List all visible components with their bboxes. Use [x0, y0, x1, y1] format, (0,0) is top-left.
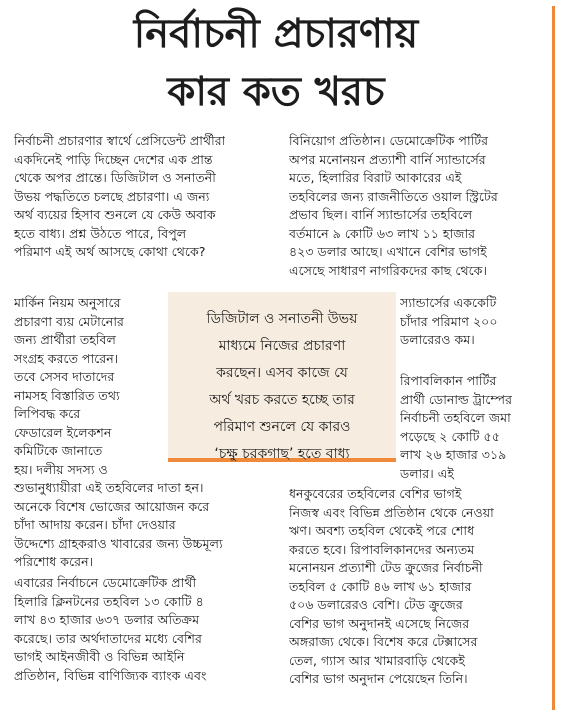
accent-rule [552, 6, 555, 710]
text-line: নামসহ বিস্তারিত তথ্য [14, 387, 120, 403]
text-line: ধনকুবেরের তহবিলের বেশির ভাগই [289, 486, 462, 501]
column2-block4 [289, 485, 494, 689]
text-line: লাখ ৪৩ হাজার ৬৩৭ ডলার অতিক্রম [14, 612, 200, 627]
pull-quote-box [168, 292, 396, 462]
text-line: মার্কিন নিয়ম অনুসারে [14, 295, 121, 310]
text-line: চাঁদা আদায় করেন। চাঁদা দেওয়ার [14, 517, 176, 532]
column1-block3 [14, 574, 206, 685]
text-line: হিলারি ক্লিনটনের তহবিল ১৩ কোটি ৪ [14, 593, 204, 609]
text-line: তবে সেসব দাতাদের [14, 369, 115, 384]
text-line: ডলার। এই [400, 465, 454, 481]
text-line: অঙ্গরাজ্য থেকে। বিশেষ করে টেক্সাসের [289, 634, 478, 649]
text-line: অনেকে বিশেষ ভোজের আয়োজন করে [14, 498, 210, 514]
text-line: বর্তমানে ৯ কোটি ৬৩ লাখ ১১ হাজার [289, 225, 476, 241]
text-line: ভাগই আইনজীবী ও বিভিন্ন আইনি [14, 649, 185, 664]
text-line: নির্বাচনী তহবিলে জমা [400, 410, 511, 425]
text-line: স্যান্ডার্সের এককেটি [400, 295, 497, 310]
text-line: কমিটিকে জানাতে [14, 443, 103, 458]
text-line: বেশির ভাগ অনুদানই এসেছে নিজের [289, 615, 470, 631]
text-line: পড়েছে ২ কোটি ৫৫ [400, 428, 500, 444]
text-line: সংগ্রহ করতে পারেন। [14, 350, 119, 366]
text-line: এবারের নির্বাচনে ডেমোক্রেটিক প্রার্থী [14, 575, 197, 590]
pull-quote [168, 306, 396, 468]
text-line: মতে, হিলারির বিরাট আকারের এই [289, 170, 462, 185]
text-line: নিজস্ব এবং বিভিন্ন প্রতিষ্ঠান থেকে নেওয়া [289, 504, 494, 520]
text-line: তহবিলের জন্য রাজনীতিতে ওয়াল স্ট্রিটের [289, 188, 498, 204]
text-line: লাখ ২৬ হাজার ৩১৯ [400, 447, 507, 462]
text-line: হতে বাধ্য। প্রশ্ন উঠতে পারে, বিপুল [14, 225, 187, 241]
text-line: পরিশোধ করেন। [14, 554, 94, 569]
text-line: ডলারেরও কম। [400, 332, 475, 347]
text-line: অর্থ ব্যয়ের হিসাব শুনলে যে কেউ অবাক [14, 207, 216, 222]
text-line: একদিনেই পাড়ি দিচ্ছেন দেশের এক প্রান্ত [14, 151, 213, 167]
text-line: প্রভাব ছিল। বার্নি স্যান্ডার্সের তহবিলে [289, 207, 473, 222]
text-line: নির্বাচনী প্রচারণার স্বার্থে প্রেসিডেন্ট প্রার্থীরা [14, 133, 226, 148]
text-line: উভয় পদ্ধতিতে চলছে প্রচারণা। এ জন্য [14, 188, 210, 204]
text-line: করতে হবে। রিপাবলিকানদের অন্যতম [289, 541, 475, 557]
text-line: লিপিবদ্ধ করে [14, 406, 81, 421]
text-line: রিপাবলিকান পার্টির [400, 373, 497, 388]
text-line: ফেডারেল ইলেকশন [14, 424, 112, 440]
text-line: এসেছে সাধারণ নাগরিকদের কাছ থেকে। [289, 262, 487, 278]
text-line: বিনিয়োগ প্রতিষ্ঠান। ডেমোক্রেটিক পার্টির [289, 133, 488, 148]
text-line: অপর মনোনয়ন প্রত্যাশী বার্নি স্যান্ডার্সের [289, 151, 486, 167]
text-line: হয়। দলীয় সদস্য ও [14, 461, 108, 477]
pull-quote-line: ‘চক্ষু চরকগাছ’ হতে বাধ্য [214, 446, 350, 462]
text-line: ৫০৬ ডলারেরও বেশি। টেড ক্রুজের [289, 597, 463, 612]
pull-quote-line: অর্থ খরচ করতে হচ্ছে তার [209, 392, 355, 408]
pull-quote-line: মাধ্যমে নিজের প্রচারণা [218, 338, 346, 354]
column2-block3 [400, 372, 512, 483]
text-line: চাঁদার পরিমাণ ২০০ [400, 313, 498, 329]
headline-line-1: নির্বাচনী প্রচারণায় [133, 10, 419, 57]
pull-quote-line: করছেন। এসব কাজে যে [216, 365, 348, 381]
text-line: ঋণ। অবশ্য তহবিল থেকেই পরে শোধ [289, 523, 475, 538]
headline-line-2: কার কত খরচ [167, 68, 385, 115]
text-line: করেছে। তার অর্থদাতাদের মধ্যে বেশির [14, 630, 202, 646]
text-line: জন্য প্রার্থীরা তহবিল [14, 332, 116, 347]
column2-block1 [289, 132, 498, 280]
text-line: মনোনয়ন প্রত্যাশী টেড ক্রুজের নির্বাচনী [289, 560, 483, 575]
text-line: ৪২৩ ডলার আছে। এখানে বেশির ভাগই [289, 244, 487, 259]
text-line: পরিমাণ এই অর্থ আসছে কোথা থেকে? [14, 244, 206, 259]
text-line: উদ্দেশ্যে গ্রাহকরাও খাবারের জন্য উচ্চমূল্য [14, 535, 223, 551]
text-line: থেকে অপর প্রান্তে। ডিজিটাল ও সনাতনী [14, 170, 216, 185]
text-line: তেল, গ্যাস আর খামারবাড়ি থেকেই [289, 652, 465, 668]
text-line: বেশির ভাগ অনুদান পেয়েছেন তিনি। [289, 671, 468, 686]
column1-block1 [14, 132, 225, 262]
text-line: শুভানুধ্যায়ীরা এই তহবিলের দাতা হন। [14, 480, 204, 495]
text-line: প্রচারণা ব্যয় মেটানোর [14, 313, 124, 329]
text-line: প্রতিষ্ঠান, বিভিন্ন বাণিজ্যিক ব্যাংক এবং [14, 667, 207, 683]
text-line: তহবিল ৫ কোটি ৪৬ লাখ ৬১ হাজার [289, 578, 472, 594]
text-line: প্রার্থী ডোনাল্ড ট্রাম্পের [400, 391, 513, 407]
pull-quote-line: পরিমাণ শুনলে যে কারও [213, 419, 351, 435]
pull-quote-line: ডিজিটাল ও সনাতনী উভয় [206, 311, 358, 327]
column2-block2 [400, 294, 498, 350]
